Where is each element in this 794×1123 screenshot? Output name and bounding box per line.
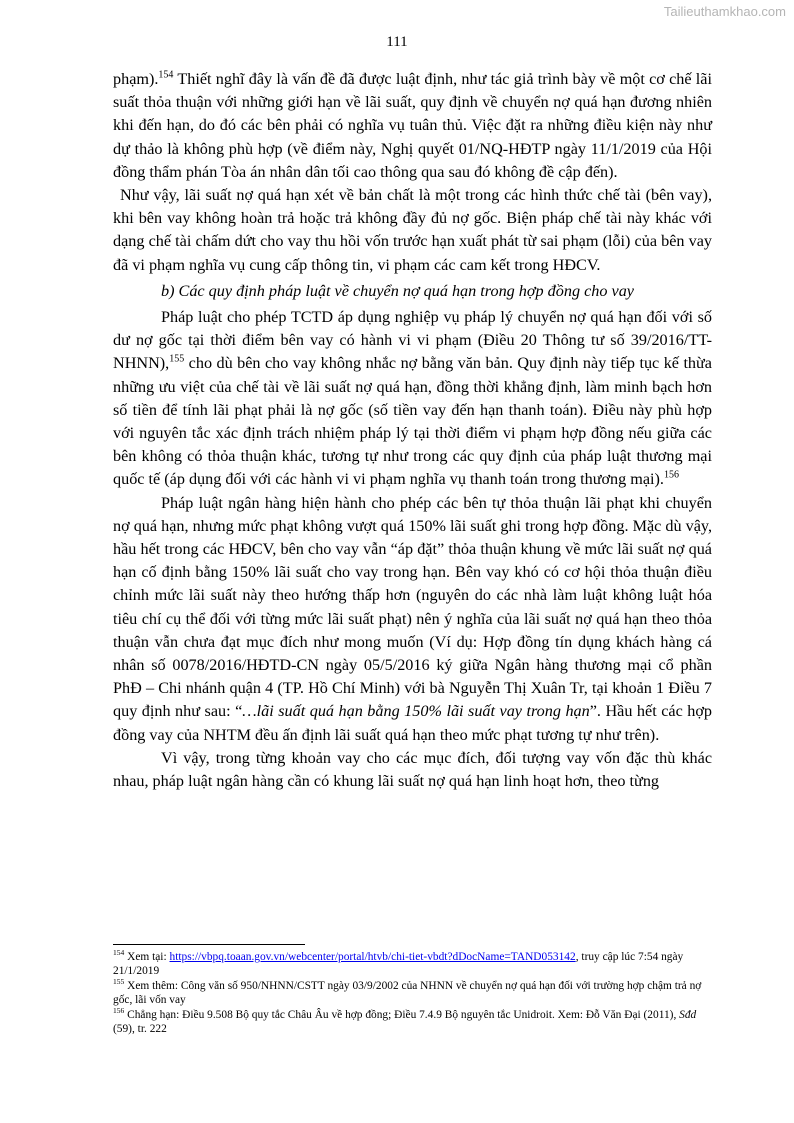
p3-text-a: Pháp luật cho phép TCTD áp dụng nghiệp vụ pháp lý chuyển nợ quá hạn đối với số dư nợ gốc tại thời điểm bên vay có hành vi vi phạm (Điều 20 Thông tư số 39/2016/TT-NHNN), bbox=[113, 308, 712, 373]
footnotes bbox=[113, 948, 712, 1039]
footnote-ref-155[interactable]: 155 bbox=[169, 354, 185, 366]
paragraph-2: Như vậy, lãi suất nợ quá hạn xét về bản chất là một trong các hình thức chế tài (bên vay), khi bên vay không hoàn trả hoặc trả không đầy đủ nợ gốc. Biện pháp chế tài này khác với dạng chế tài chấm dứt cho vay thu hồi vốn trước hạn xuất phát từ sai phạm (lỗi) của bên vay đã vi phạm nghĩa vụ cung cấp thông tin, vi phạm các cam kết trong HĐCV. bbox=[113, 186, 712, 274]
footnote-text: (59), tr. 222 bbox=[113, 1022, 167, 1035]
footnote-number: 154 bbox=[113, 948, 125, 958]
body-text bbox=[113, 68, 712, 793]
section-heading: b) Các quy định pháp luật về chuyển nợ quá hạn trong hợp đồng cho vay bbox=[161, 281, 634, 300]
paragraph-3 bbox=[113, 306, 712, 492]
footnote-ref-154[interactable]: 154 bbox=[158, 69, 174, 81]
p1-text-a: phạm). bbox=[113, 70, 159, 88]
footnote-italic: Sđd bbox=[679, 1009, 697, 1022]
footnote-155 bbox=[113, 977, 712, 1007]
footnote-text: Xem tại: bbox=[124, 951, 170, 963]
p4-text-b: ”. Hầu hết các hợp đồng vay của NHTM đều ấn định lãi suất quá hạn theo mức phạt tương tự như trên). bbox=[113, 702, 713, 744]
watermark: Tailieuthamkhao.com bbox=[663, 4, 786, 19]
p1-text-b: Thiết nghĩ đây là vấn đề đã được luật định, như tác giả trình bày về một cơ chế lãi suất thỏa thuận với những giới hạn về lãi suất, quy định về chuyển nợ quá hạn đương nhiên khi đến hạn, do đó các bên phải có nghĩa vụ tuân thủ. Việc đặt ra những điều kiện này như dự thảo là không phù hợp (về điểm này, Nghị quyết 01/NQ-HĐTP ngày 11/1/2019 của Hội đồng thẩm phán Tòa án nhân dân tối cao thông qua sau đó không đề cập đến). bbox=[113, 70, 712, 181]
p4-quote: …lãi suất quá hạn bằng 150% lãi suất vay trong hạn bbox=[242, 702, 590, 721]
paragraph-5: Vì vậy, trong từng khoản vay cho các mục đích, đối tượng vay vốn đặc thù khác nhau, pháp luật ngân hàng cần có khung lãi suất nợ quá hạn linh hoạt hơn, theo từng bbox=[113, 748, 712, 791]
footnote-ref-156[interactable]: 156 bbox=[663, 470, 679, 482]
footnote-text: Chẳng hạn: Điều 9.508 Bộ quy tắc Châu Âu về hợp đồng; Điều 7.4.9 Bộ nguyên tắc Unidroit. Xem: Đỗ Văn Đại (2011), bbox=[124, 1009, 680, 1022]
paragraph-1 bbox=[113, 68, 712, 184]
p3-text-b: cho dù bên cho vay không nhắc nợ bằng văn bản. Quy định này tiếp tục kế thừa những ưu việt của chế tài về lãi suất nợ quá hạn, đồng thời khẳng định, làm minh bạch hơn số tiền để tính lãi phạt phải là nợ gốc (số tiền vay đến hạn thanh toán). Điều này phù hợp với nguyên tắc xác định trách nhiệm pháp lý tại thời điểm vi phạm hợp đồng nếu giữa các bên không có thỏa thuận khác, tương tự như trong các quy định của pháp luật thương mại quốc tế (áp dụng đối với các hành vi vi phạm nghĩa vụ thanh toán trong thương mại). bbox=[113, 354, 712, 489]
footnote-text: , truy cập lúc 7:54 ngày 21/1/2019 bbox=[113, 951, 684, 977]
footnote-link[interactable]: https://vbpq.toaan.gov.vn/webcenter/portal/htvb/chi-tiet-vbdt?dDocName=TAND053142 bbox=[169, 951, 576, 963]
footnote-154 bbox=[113, 948, 712, 978]
p4-text-a: Pháp luật ngân hàng hiện hành cho phép các bên tự thỏa thuận lãi phạt khi chuyển nợ quá hạn, nhưng mức phạt không vượt quá 150% lãi suất ghi trong hợp đồng. Mặc dù vậy, hầu hết trong các HĐCV, bên cho vay vẫn “áp đặt” thỏa thuận khung về mức lãi suất nợ quá hạn cố định bằng 150% lãi suất cho vay trong hạn. Bên vay khó có cơ hội thỏa thuận điều chỉnh mức lãi suất này theo hướng thấp hơn (nguyên do các nhà làm luật không luật hóa tiêu chí cụ thể đối với từng mức lãi suất phạt) nên ý nghĩa của lãi suất nợ quá hạn theo thỏa thuận vẫn chưa đạt mục đích như mong muốn (Ví dụ: Hợp đồng tín dụng khách hàng cá nhân số 0078/2016/HĐTD-CN ngày 05/5/2016 ký giữa Ngân hàng thương mại cổ phần PhĐ – Chi nhánh quận 4 (TP. Hồ Chí Minh) với bà Nguyễn Thị Xuân Tr, tại khoản 1 Điều 7 quy định như sau: “ bbox=[113, 493, 712, 721]
footnote-number: 156 bbox=[113, 1006, 125, 1016]
footnote-text: Xem thêm: Công văn số 950/NHNN/CSTT ngày 03/9/2002 của NHNN về chuyển nợ quá hạn đối với trường hợp chậm trả nợ gốc, lãi vốn vay bbox=[113, 980, 702, 1006]
page-number: 111 bbox=[386, 34, 408, 50]
footnote-number: 155 bbox=[113, 977, 125, 987]
paragraph-4 bbox=[113, 492, 712, 747]
footnote-separator bbox=[113, 944, 305, 945]
footnote-156 bbox=[113, 1006, 712, 1036]
